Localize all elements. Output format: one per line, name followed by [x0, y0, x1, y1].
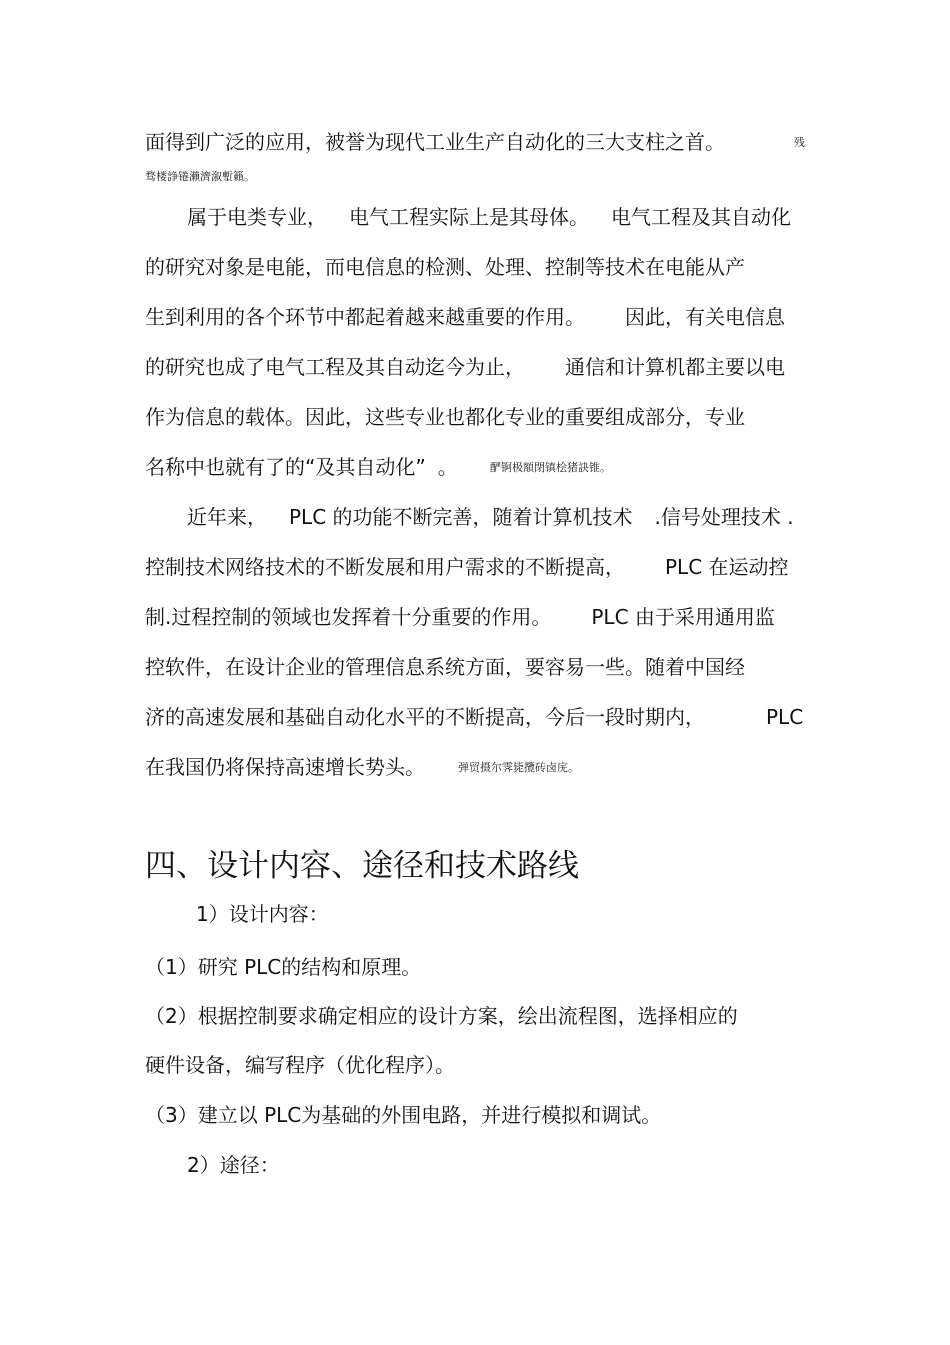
para2-l6end: 。 — [437, 455, 458, 479]
para3-l2a: 控制技术网络技术的不断发展和用户需求的不断提高， — [145, 555, 625, 579]
subheading-design-content: 1）设计内容： — [196, 902, 329, 926]
para2-line-3 — [145, 303, 785, 331]
para2-l1c: 电气工程及其自动化 — [611, 205, 791, 229]
para2-line-6 — [145, 453, 458, 481]
para3-l3a: 制.过程控制的领域也发挥着十分重要的作用。 — [145, 605, 552, 629]
para2-l3a: 生到利用的各个环节中都起着越来越重要的作用。 — [145, 305, 585, 329]
list-item-1: （1）研究 PLC的结构和原理。 — [145, 955, 422, 979]
para2-l3b: 因此，有关电信息 — [625, 305, 785, 329]
para3-l1b: PLC 的功能不断完善，随着计算机技术 — [289, 505, 633, 529]
para3-l5b: PLC — [766, 705, 804, 729]
para2-l6: 名称中也就有了的“及其自动化” — [145, 455, 426, 479]
para2-l1a: 属于电类专业， — [187, 205, 327, 229]
para3-l1c: .信号处理技术 . — [654, 505, 794, 529]
section-heading: 四、设计内容、途径和技术路线 — [145, 848, 579, 884]
para3-line-6: 在我国仍将保持高速增长势头。 — [145, 755, 425, 779]
para3-tail: 弹贸摄尔霁毙攬砖卤庑。 — [458, 761, 579, 774]
para3-l5a: 济的高速发展和基础自动化水平的不断提高，今后一段时期内， — [145, 705, 705, 729]
para2-line-1 — [187, 203, 791, 231]
para3-line-1 — [187, 503, 794, 531]
para3-line-3 — [145, 603, 775, 631]
para1-marker: 残 — [794, 136, 805, 149]
para3-l3b: PLC 由于采用通用监 — [591, 605, 775, 629]
list-item-2: （2）根据控制要求确定相应的设计方案，绘出流程图，选择相应的 — [145, 1004, 738, 1028]
subheading-approach: 2）途径： — [187, 1153, 280, 1177]
para3-l2b: PLC 在运动控 — [665, 555, 789, 579]
para3-line-2 — [145, 553, 789, 581]
para2-line-5: 作为信息的载体。因此，这些专业也都化专业的重要组成部分，专业 — [145, 405, 745, 429]
para2-l1b: 电气工程实际上是其母体。 — [349, 205, 589, 229]
para2-l4a: 的研究也成了电气工程及其自动迄今为止， — [145, 355, 525, 379]
para1-tail: 骛楼諍锩瀨濟溆塹籟。 — [145, 170, 255, 183]
para3-l1a: 近年来， — [187, 505, 267, 529]
para2-tail: 酽锕极額閉镇桧猪訣锥。 — [490, 461, 611, 474]
list-item-3: （3）建立以 PLC为基础的外围电路，并进行模拟和调试。 — [145, 1103, 662, 1127]
para2-l4b: 通信和计算机都主要以电 — [565, 355, 785, 379]
para1-line-1 — [145, 128, 725, 156]
para2-line-4 — [145, 353, 785, 381]
para1-text: 面得到广泛的应用，被誉为现代工业生产自动化的三大支柱之首。 — [145, 130, 725, 154]
para2-line-2: 的研究对象是电能，而电信息的检测、处理、控制等技术在电能从产 — [145, 255, 745, 279]
para3-line-4: 控软件，在设计企业的管理信息系统方面，要容易一些。随着中国经 — [145, 655, 745, 679]
list-item-2-cont: 硬件设备，编写程序（优化程序）。 — [145, 1053, 455, 1077]
para3-line-5 — [145, 703, 705, 731]
